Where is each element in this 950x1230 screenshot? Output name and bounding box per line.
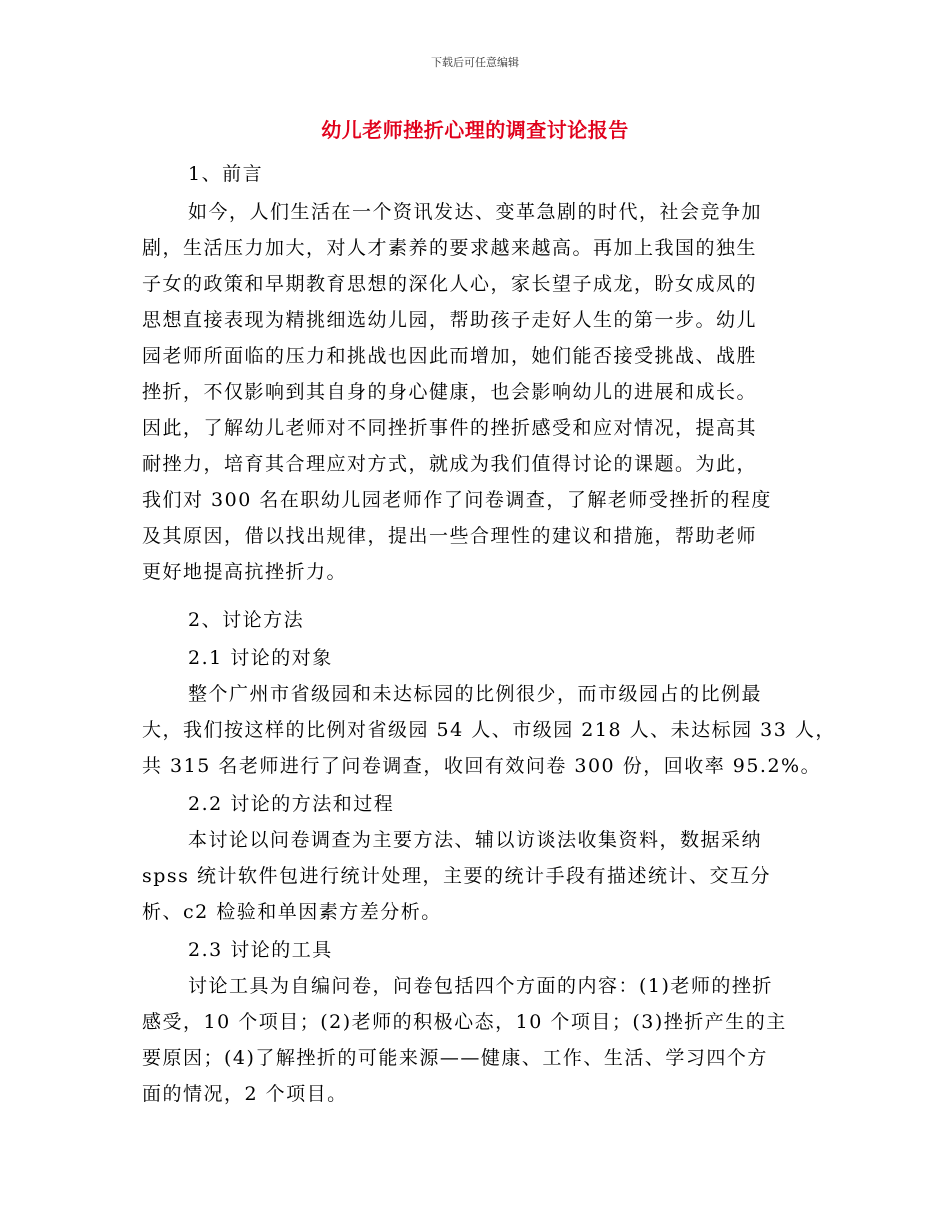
paragraph-line: 如今，人们生活在一个资讯发达、变革急剧的时代，社会竞争加 bbox=[188, 201, 763, 223]
document-title: 幼儿老师挫折心理的调查讨论报告 bbox=[321, 118, 629, 142]
paragraph-line: 因此，了解幼儿老师对不同挫折事件的挫折感受和应对情况，提高其 bbox=[142, 417, 758, 439]
paragraph-line: 感受，10 个项目；(2)老师的积极心态，10 个项目；(3)挫折产生的主 bbox=[142, 1011, 787, 1033]
subsection-heading-tools: 2.3 讨论的工具 bbox=[188, 939, 333, 961]
page-header-note: 下载后可任意编辑 bbox=[431, 56, 519, 69]
paragraph-line: 大，我们按这样的比例对省级园 54 人、市级园 218 人、未达标园 33 人， bbox=[142, 719, 836, 741]
subsection-heading-subjects: 2.1 讨论的对象 bbox=[188, 647, 333, 669]
paragraph-line: 思想直接表现为精挑细选幼儿园，帮助孩子走好人生的第一步。幼儿 bbox=[142, 309, 758, 331]
paragraph-line: 要原因；(4)了解挫折的可能来源——健康、工作、生活、学习四个方 bbox=[142, 1047, 768, 1069]
paragraph-line: 面的情况，2 个项目。 bbox=[142, 1083, 348, 1105]
paragraph-line: 更好地提高抗挫折力。 bbox=[142, 561, 348, 583]
paragraph-line: 讨论工具为自编问卷，问卷包括四个方面的内容：(1)老师的挫折 bbox=[188, 975, 773, 997]
paragraph-line: 子女的政策和早期教育思想的深化人心，家长望子成龙，盼女成凤的 bbox=[142, 273, 758, 295]
paragraph-line: spss 统计软件包进行统计处理，主要的统计手段有描述统计、交互分 bbox=[142, 865, 771, 887]
paragraph-line: 析、c2 检验和单因素方差分析。 bbox=[142, 901, 442, 923]
paragraph-line: 整个广州市省级园和未达标园的比例很少，而市级园占的比例最 bbox=[188, 683, 763, 705]
section-heading-methods: 2、讨论方法 bbox=[188, 609, 305, 631]
paragraph-line: 挫折，不仅影响到其自身的身心健康，也会影响幼儿的进展和成长。 bbox=[142, 381, 758, 403]
paragraph-line: 园老师所面临的压力和挑战也因此而增加，她们能否接受挑战、战胜 bbox=[142, 345, 758, 367]
paragraph-line: 及其原因，借以找出规律，提出一些合理性的建议和措施，帮助老师 bbox=[142, 525, 758, 547]
subsection-heading-process: 2.2 讨论的方法和过程 bbox=[188, 793, 395, 815]
paragraph-line: 本讨论以问卷调查为主要方法、辅以访谈法收集资料，数据采纳 bbox=[188, 829, 763, 851]
paragraph-line: 共 315 名老师进行了问卷调查，收回有效问卷 300 份，回收率 95.2%。 bbox=[142, 755, 822, 777]
paragraph-line: 耐挫力，培育其合理应对方式，就成为我们值得讨论的课题。为此， bbox=[142, 453, 758, 475]
paragraph-line: 我们对 300 名在职幼儿园老师作了问卷调查，了解老师受挫折的程度 bbox=[142, 489, 772, 511]
paragraph-line: 剧，生活压力加大，对人才素养的要求越来越高。再加上我国的独生 bbox=[142, 237, 758, 259]
section-heading-preface: 1、前言 bbox=[188, 163, 264, 185]
